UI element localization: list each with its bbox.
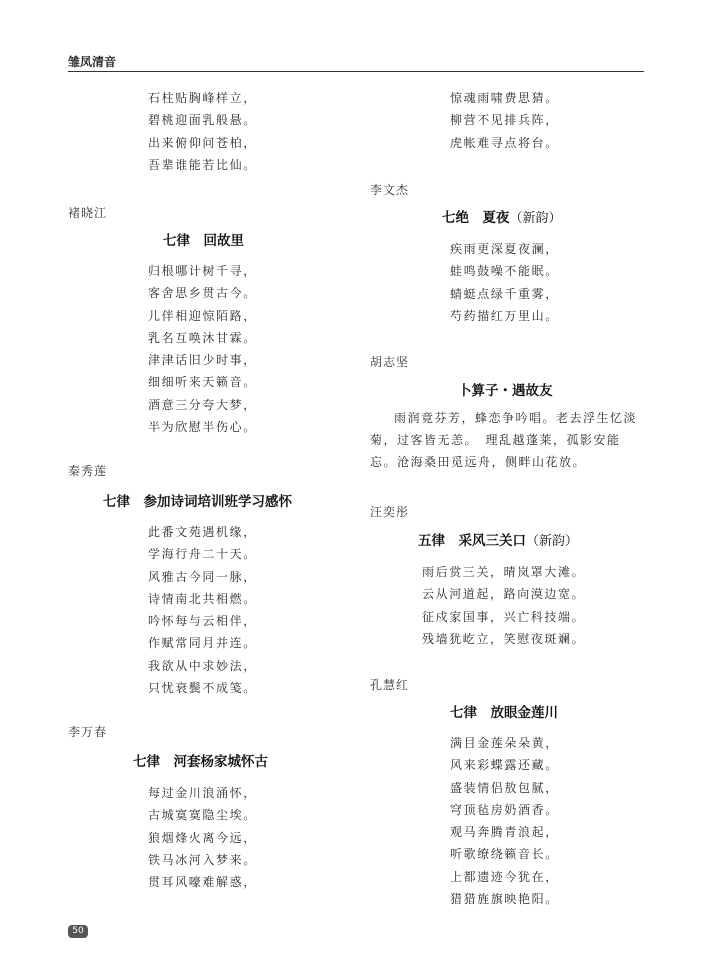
poem-line: 虎帐难寻点将台。: [450, 135, 559, 150]
poem-line: 盛装情侣敖包腻，: [450, 780, 559, 795]
poem-line: 狼烟烽火离今远，: [148, 830, 257, 845]
poem-title: 七律 参加诗词培训班学习感怀: [103, 494, 292, 510]
poem-line: 作赋常同月并连。: [148, 636, 257, 651]
poem-title: 卜算子・遇故友: [458, 383, 553, 399]
poem-line: 惊魂雨啸费思猜。: [450, 91, 559, 105]
poem-lines: [422, 561, 585, 650]
poem-line: 残墙犹屹立，笑慰夜斑斓。: [422, 631, 586, 646]
poem-continuation-left: [148, 87, 257, 176]
poem-line: 芍药描红万里山。: [450, 308, 559, 323]
poem-line: 乳名互唤沐甘霖。: [148, 330, 257, 345]
poem-author: 汪奕彤: [370, 505, 410, 519]
poem-line: 我欲从中求妙法，: [148, 658, 257, 673]
poem-line: 柳营不见排兵阵，: [450, 113, 559, 128]
poem-line: 风来彩蝶露还藏。: [450, 758, 559, 773]
poem-line: 听歌缭绕籁音长。: [450, 847, 559, 862]
poem-title-main: 五律 采风三关口: [418, 533, 526, 549]
poem-author: 李万春: [68, 725, 108, 739]
poem-line: 风雅古今同一脉，: [148, 569, 257, 584]
page-number-badge: 50: [68, 925, 88, 938]
ci-poem-text: [370, 407, 646, 473]
poem-line: 出来俯仰问苍柏，: [148, 135, 257, 150]
poem-line: 观马奔腾青浪起，: [450, 825, 559, 840]
poem-title: 七律 河套杨家城怀古: [133, 754, 268, 770]
poem-line: 蜻蜓点绿千重雾，: [450, 286, 559, 301]
poem-title-sub: （新韵）: [509, 211, 562, 226]
poem-lines: [450, 732, 559, 910]
poem-line: 吟怀每与云相伴，: [148, 614, 257, 629]
poem-line: 贯耳风嚎难解惑，: [148, 875, 257, 890]
poem-lines: [450, 238, 559, 327]
poem-line: 上都遗迹今犹在，: [450, 869, 559, 884]
poem-block: [370, 676, 660, 693]
poem-block: [370, 353, 660, 370]
poem-block: [68, 462, 358, 479]
poem-line: 客舍思乡贯古今。: [148, 286, 257, 301]
poem-line: 疾雨更深夏夜澜，: [450, 242, 559, 256]
poem-title: [418, 529, 578, 549]
poem-title-main: 七绝 夏夜: [442, 210, 510, 226]
poem-lines: [148, 521, 257, 699]
poem-title: 七律 回故里: [163, 233, 244, 249]
poem-block: [68, 204, 358, 221]
ci-paragraph: 雨润竟芬芳，蜂恋争吟唱。老去浮生忆淡菊，过客皆无恙。 理乱越蓬莱，孤影安能忘。沧海桑田觅远舟，侧畔山花放。: [370, 411, 638, 469]
poem-title: [442, 206, 562, 226]
poem-line: 儿伴相迎惊陌路，: [148, 308, 257, 323]
poem-line: 吾辈谁能若比仙。: [148, 157, 257, 172]
poem-title: 七律 放眼金莲川: [450, 705, 558, 721]
poem-line: 半为欣慰半伤心。: [148, 420, 257, 435]
poem-author: 孔慧红: [370, 678, 410, 692]
poem-line: 云从河道起，路向漠边宽。: [422, 587, 586, 602]
poem-lines: [148, 260, 257, 438]
poem-line: 学海行舟二十天。: [148, 547, 257, 562]
poem-line: 津津话旧少时事，: [148, 353, 257, 368]
poem-line: 酒意三分夸大梦，: [148, 397, 257, 412]
poem-line: 只忧衰鬓不成笺。: [148, 681, 257, 696]
running-header: [68, 51, 644, 72]
poem-line: 猎猎旌旗映艳阳。: [450, 892, 559, 907]
poem-author: 褚晓江: [68, 206, 108, 220]
poem-line: 归根哪计树千寻，: [148, 264, 257, 278]
poem-author: 秦秀莲: [68, 464, 108, 478]
poem-author: 李文杰: [370, 183, 410, 197]
poem-title-sub: （新韵）: [526, 534, 579, 549]
poem-line: 每过金川浪涌怀，: [148, 786, 257, 800]
poem-line: 碧桃迎面乳般悬。: [148, 113, 257, 128]
poem-line: 雨后赏三关，晴岚罩大滩。: [422, 565, 586, 579]
header-title: 雏凤清音: [68, 55, 117, 69]
poem-line: 石柱贴胸峰样立，: [148, 91, 257, 105]
poem-line: 穹顶毡房奶酒香。: [450, 802, 559, 817]
poem-line: 此番文苑遇机缘，: [148, 525, 257, 539]
poem-line: 铁马冰河入梦来。: [148, 852, 257, 867]
poem-continuation-right: [450, 87, 559, 154]
poem-line: 古城寞寞隐尘埃。: [148, 808, 257, 823]
poem-line: 诗情南北共相燃。: [148, 591, 257, 606]
poem-lines: [148, 782, 257, 893]
poem-line: 蛙鸣鼓噪不能眠。: [450, 264, 559, 279]
poem-block: [370, 181, 660, 198]
poem-line: 细细听来天籁音。: [148, 375, 257, 390]
poem-block: [68, 723, 358, 740]
poem-author: 胡志坚: [370, 355, 410, 369]
poem-block: [370, 503, 660, 520]
poem-line: 征戍家国事，兴亡科技端。: [422, 609, 586, 624]
poem-line: 满目金莲朵朵黄，: [450, 736, 559, 750]
